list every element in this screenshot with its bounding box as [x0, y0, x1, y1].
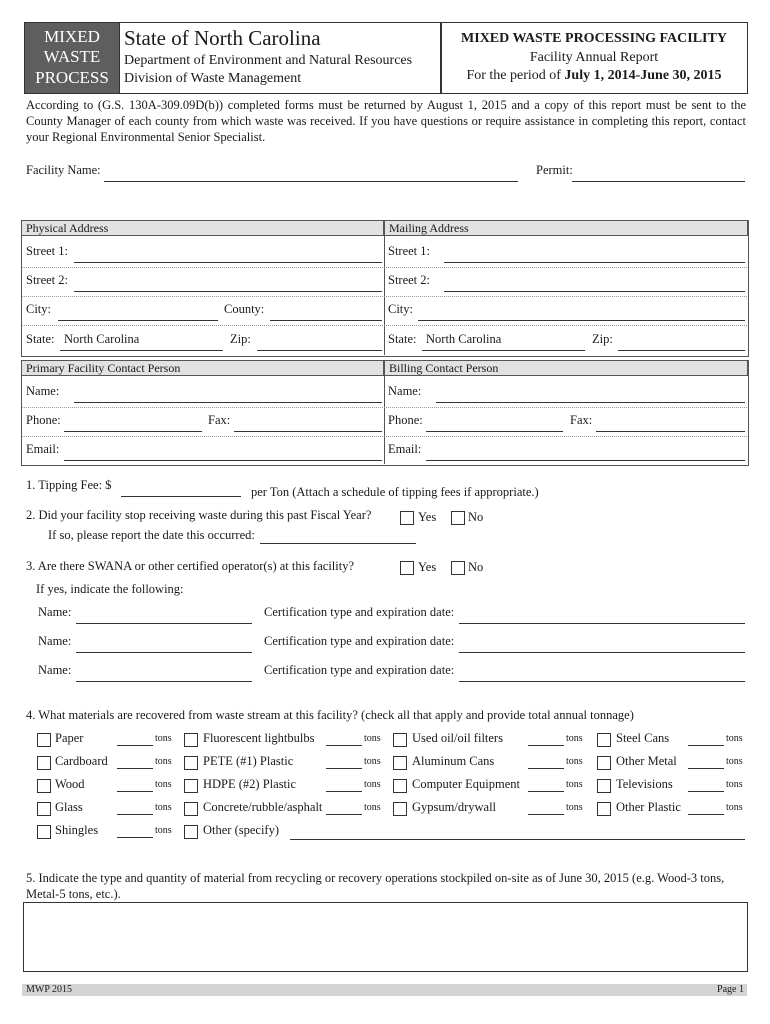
billing-phone-label: Phone: — [388, 413, 423, 427]
operator-name-field[interactable] — [76, 623, 252, 624]
primary-contact-title: Primary Facility Contact Person — [26, 361, 181, 375]
physical-county-label: County: — [224, 302, 265, 316]
billing-fax-label: Fax: — [570, 413, 593, 427]
primary-name-field[interactable] — [74, 402, 382, 403]
q3-no-label: No — [468, 560, 484, 574]
used-oil-label: Used oil/oil filters — [412, 731, 503, 745]
q2-no-checkbox[interactable] — [451, 511, 465, 525]
glass-label: Glass — [55, 800, 83, 814]
billing-email-label: Email: — [388, 442, 422, 456]
mailing-state-field[interactable] — [422, 350, 585, 351]
televisions-tons-field[interactable] — [688, 791, 724, 792]
mailing-city-label: City: — [388, 302, 414, 316]
stop-date-field[interactable] — [260, 543, 416, 544]
tons-label: tons — [726, 802, 743, 813]
footer-bar — [22, 984, 747, 996]
mailing-address-header — [384, 220, 748, 236]
physical-state-field[interactable] — [60, 350, 223, 351]
tons-label: tons — [726, 733, 743, 744]
primary-fax-field[interactable] — [234, 431, 382, 432]
tons-label: tons — [155, 779, 172, 790]
billing-name-field[interactable] — [436, 402, 745, 403]
pete-label: PETE (#1) Plastic — [203, 754, 294, 768]
shingles-checkbox[interactable] — [37, 825, 51, 839]
certification-field[interactable] — [459, 652, 745, 653]
wood-tons-field[interactable] — [117, 791, 153, 792]
physical-county-field[interactable] — [270, 320, 382, 321]
primary-name-label: Name: — [26, 384, 60, 398]
row-separator — [22, 407, 747, 408]
primary-email-label: Email: — [26, 442, 60, 456]
paper-tons-field[interactable] — [117, 745, 153, 746]
department-name: Department of Environment and Natural Resources — [124, 53, 413, 68]
concrete-checkbox[interactable] — [184, 802, 198, 816]
mailing-street1-label: Street 1: — [388, 244, 431, 258]
mailing-street2-label: Street 2: — [388, 273, 431, 287]
period-dates: July 1, 2014-June 30, 2015 — [564, 68, 722, 83]
concrete-tons-field[interactable] — [326, 814, 362, 815]
other-plastic-tons-field[interactable] — [688, 814, 724, 815]
fluorescent-tons-field[interactable] — [326, 745, 362, 746]
gypsum-checkbox[interactable] — [393, 802, 407, 816]
mailing-address-title: Mailing Address — [389, 221, 469, 235]
mailing-state-value[interactable]: North Carolina — [426, 332, 502, 346]
other-plastic-label: Other Plastic — [616, 800, 681, 814]
intro-paragraph: According to (G.S. 130A-309.09D(b)) completed forms must be returned by August 1, 2015 and a copy of this report must be sent to the County Manager of each county from which waste was received. If you have questions or require assistance in completing this report, contact your Regional Environmental Senior Specialist. — [26, 98, 746, 144]
hdpe-label: HDPE (#2) Plastic — [203, 777, 297, 791]
paper-label: Paper — [55, 731, 84, 745]
other-specify-field[interactable] — [290, 839, 745, 840]
program-logo — [24, 22, 120, 94]
primary-phone-field[interactable] — [64, 431, 202, 432]
contact-divider — [384, 360, 385, 464]
logo-line-3: PROCESS — [35, 68, 109, 87]
mailing-street1-field[interactable] — [444, 262, 745, 263]
q1-suffix: per Ton (Attach a schedule of tipping fees if appropriate.) — [251, 485, 539, 499]
certification-label: Certification type and expiration date: — [264, 663, 455, 677]
steel-label: Steel Cans — [616, 731, 670, 745]
pete-tons-field[interactable] — [326, 768, 362, 769]
computer-label: Computer Equipment — [412, 777, 520, 791]
other-specify-checkbox[interactable] — [184, 825, 198, 839]
tipping-fee-field[interactable] — [121, 496, 241, 497]
division-name: Division of Waste Management — [124, 71, 302, 86]
row-separator — [22, 296, 747, 297]
report-period — [441, 68, 747, 84]
q2-yes-checkbox[interactable] — [400, 511, 414, 525]
tons-label: tons — [364, 802, 381, 813]
physical-state-label: State: — [26, 332, 55, 346]
certification-field[interactable] — [459, 681, 745, 682]
row-separator — [22, 325, 747, 326]
fluorescent-label: Fluorescent lightbulbs — [203, 731, 315, 745]
stockpile-textarea[interactable] — [23, 902, 748, 972]
tons-label: tons — [364, 733, 381, 744]
physical-address-header — [21, 220, 384, 236]
mailing-zip-label: Zip: — [592, 332, 613, 346]
steel-checkbox[interactable] — [597, 733, 611, 747]
wood-label: Wood — [55, 777, 85, 791]
q2-yes-label: Yes — [418, 510, 437, 524]
shingles-label: Shingles — [55, 823, 99, 837]
logo-line-2: WASTE — [43, 47, 101, 66]
q5-label: 5. Indicate the type and quantity of material from recycling or recovery operations stockpiled on-site as of June 30, 2015 (e.g. Wood-3 tons, Metal-5 tons, etc.). — [26, 871, 725, 901]
certification-label: Certification type and expiration date: — [264, 634, 455, 648]
physical-state-value[interactable]: North Carolina — [64, 332, 140, 346]
billing-contact-header — [384, 360, 748, 376]
mailing-city-field[interactable] — [418, 320, 745, 321]
operator-name-label: Name: — [38, 605, 72, 619]
tons-label: tons — [155, 756, 172, 767]
physical-zip-label: Zip: — [230, 332, 251, 346]
tons-label: tons — [566, 733, 583, 744]
permit-field[interactable] — [572, 181, 745, 182]
physical-street1-field[interactable] — [74, 262, 382, 263]
gypsum-label: Gypsum/drywall — [412, 800, 497, 814]
cardboard-tons-field[interactable] — [117, 768, 153, 769]
billing-phone-field[interactable] — [426, 431, 563, 432]
state-title: State of North Carolina — [124, 26, 321, 50]
billing-fax-field[interactable] — [596, 431, 745, 432]
primary-contact-header — [21, 360, 384, 376]
other-specify-label: Other (specify) — [203, 823, 280, 837]
operator-name-field[interactable] — [76, 681, 252, 682]
televisions-label: Televisions — [616, 777, 673, 791]
glass-tons-field[interactable] — [117, 814, 153, 815]
tons-label: tons — [155, 802, 172, 813]
tons-label: tons — [726, 779, 743, 790]
billing-name-label: Name: — [388, 384, 422, 398]
primary-email-field[interactable] — [64, 460, 382, 461]
tons-label: tons — [726, 756, 743, 767]
q1-label: 1. Tipping Fee: $ — [26, 478, 112, 492]
q2-label: 2. Did your facility stop receiving waste during this past Fiscal Year? — [26, 508, 372, 522]
facility-name-label: Facility Name: — [26, 163, 101, 177]
tons-label: tons — [364, 779, 381, 790]
tons-label: tons — [155, 733, 172, 744]
aluminum-checkbox[interactable] — [393, 756, 407, 770]
aluminum-tons-field[interactable] — [528, 768, 564, 769]
paper-checkbox[interactable] — [37, 733, 51, 747]
row-separator — [22, 267, 747, 268]
operator-name-label: Name: — [38, 663, 72, 677]
facility-name-field[interactable] — [104, 181, 518, 182]
tons-label: tons — [566, 802, 583, 813]
q3-no-checkbox[interactable] — [451, 561, 465, 575]
gypsum-tons-field[interactable] — [528, 814, 564, 815]
address-divider — [384, 220, 385, 355]
primary-fax-label: Fax: — [208, 413, 231, 427]
page-number: Page 1 — [717, 984, 744, 995]
report-title: Facility Annual Report — [529, 50, 659, 65]
aluminum-label: Aluminum Cans — [412, 754, 495, 768]
permit-label: Permit: — [536, 163, 573, 177]
facility-type-title: MIXED WASTE PROCESSING FACILITY — [461, 31, 727, 46]
other-metal-checkbox[interactable] — [597, 756, 611, 770]
mailing-zip-field[interactable] — [618, 350, 745, 351]
other-plastic-checkbox[interactable] — [597, 802, 611, 816]
operator-name-label: Name: — [38, 634, 72, 648]
certification-field[interactable] — [459, 623, 745, 624]
certification-label: Certification type and expiration date: — [264, 605, 455, 619]
hdpe-checkbox[interactable] — [184, 779, 198, 793]
tons-label: tons — [566, 756, 583, 767]
cardboard-checkbox[interactable] — [37, 756, 51, 770]
logo-line-1: MIXED — [44, 27, 100, 46]
mailing-state-label: State: — [388, 332, 417, 346]
other-metal-tons-field[interactable] — [688, 768, 724, 769]
used-oil-tons-field[interactable] — [528, 745, 564, 746]
physical-street2-field[interactable] — [74, 291, 382, 292]
hdpe-tons-field[interactable] — [326, 791, 362, 792]
operator-name-field[interactable] — [76, 652, 252, 653]
physical-street2-label: Street 2: — [26, 273, 69, 287]
shingles-tons-field[interactable] — [117, 837, 153, 838]
q4-label: 4. What materials are recovered from waste stream at this facility? (check all that apply and provide total annual tonnage) — [26, 708, 634, 722]
q3-followup-label: If yes, indicate the following: — [36, 582, 184, 596]
glass-checkbox[interactable] — [37, 802, 51, 816]
physical-city-label: City: — [26, 302, 52, 316]
physical-street1-label: Street 1: — [26, 244, 69, 258]
form-id: MWP 2015 — [26, 984, 73, 995]
mailing-street2-field[interactable] — [444, 291, 745, 292]
steel-tons-field[interactable] — [688, 745, 724, 746]
row-separator — [22, 436, 747, 437]
tons-label: tons — [155, 825, 172, 836]
physical-address-title: Physical Address — [26, 221, 109, 235]
q2-no-label: No — [468, 510, 484, 524]
computer-tons-field[interactable] — [528, 791, 564, 792]
q3-yes-label: Yes — [418, 560, 437, 574]
computer-checkbox[interactable] — [393, 779, 407, 793]
period-prefix: For the period of — [466, 68, 565, 83]
used-oil-checkbox[interactable] — [393, 733, 407, 747]
billing-contact-title: Billing Contact Person — [389, 361, 499, 375]
primary-phone-label: Phone: — [26, 413, 61, 427]
q2-followup-label: If so, please report the date this occurred: — [48, 528, 255, 542]
cardboard-label: Cardboard — [55, 754, 108, 768]
pete-checkbox[interactable] — [184, 756, 198, 770]
physical-city-field[interactable] — [58, 320, 218, 321]
televisions-checkbox[interactable] — [597, 779, 611, 793]
fluorescent-checkbox[interactable] — [184, 733, 198, 747]
wood-checkbox[interactable] — [37, 779, 51, 793]
concrete-label: Concrete/rubble/asphalt — [203, 800, 323, 814]
billing-email-field[interactable] — [426, 460, 745, 461]
other-metal-label: Other Metal — [616, 754, 677, 768]
physical-zip-field[interactable] — [257, 350, 382, 351]
tons-label: tons — [566, 779, 583, 790]
q3-yes-checkbox[interactable] — [400, 561, 414, 575]
q3-label: 3. Are there SWANA or other certified operator(s) at this facility? — [26, 559, 355, 573]
tons-label: tons — [364, 756, 381, 767]
